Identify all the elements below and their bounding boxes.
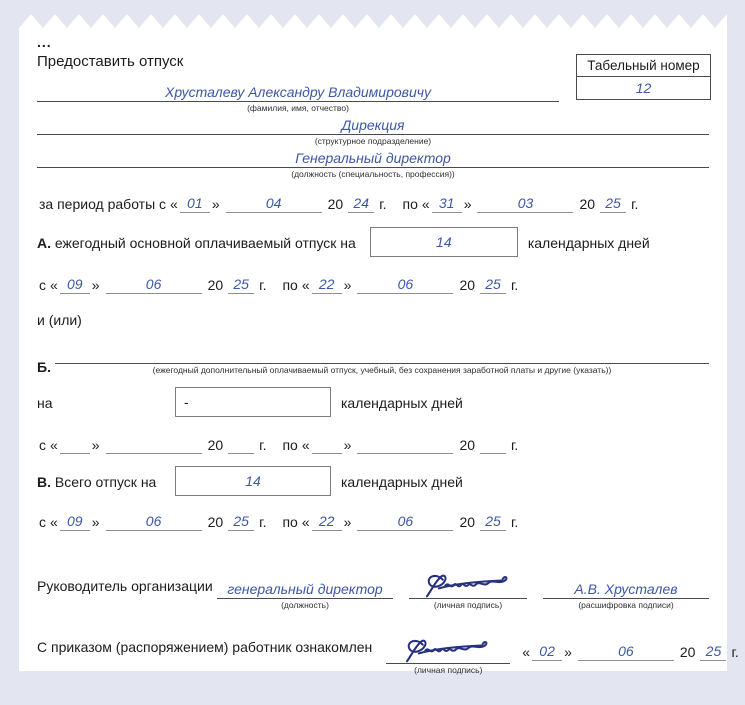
- ellipsis-text: ...: [37, 34, 52, 50]
- year-suffix: г.: [511, 277, 519, 293]
- employee-signature-caption: (личная подпись): [414, 665, 483, 675]
- to-token: по: [402, 196, 418, 212]
- calendar-days-label: календарных дней: [527, 235, 650, 251]
- work-period-row: [37, 195, 709, 213]
- quote-close: »: [564, 644, 572, 660]
- section-b-days-row: [37, 387, 709, 417]
- section-b-blank-line: [55, 347, 709, 364]
- section-b-dates-row: [37, 436, 709, 454]
- century-token: 20: [207, 437, 224, 453]
- section-v-label: [37, 474, 175, 496]
- century-token: 20: [459, 277, 476, 293]
- quote-close: »: [91, 514, 100, 530]
- department-caption: (структурное подразделение): [314, 136, 432, 146]
- from-token: с: [39, 437, 46, 453]
- employee-name-field: [37, 84, 559, 113]
- head-signature-row: [37, 571, 709, 610]
- personnel-number-label: Табельный номер: [577, 55, 710, 77]
- head-signature-col: [409, 571, 527, 610]
- year-suffix: г.: [259, 277, 267, 293]
- head-position-caption: (должность): [281, 600, 329, 610]
- to-token: по: [282, 277, 298, 293]
- section-a-to-day: 22: [312, 276, 342, 294]
- form-t6-body: [19, 28, 739, 675]
- section-a-to-year: 25: [480, 276, 506, 294]
- section-a-dates-row: [37, 276, 709, 294]
- section-b-to-month: [357, 436, 453, 454]
- section-v-to-month: 06: [357, 513, 453, 531]
- section-b-from-month: [106, 436, 202, 454]
- order-action-title: Предоставить отпуск: [37, 53, 184, 70]
- year-suffix: г.: [259, 437, 267, 453]
- section-a-text: ежегодный основной оплачиваемый отпуск на: [54, 235, 356, 251]
- section-a-letter: А.: [37, 235, 51, 251]
- century-token: 20: [327, 196, 344, 212]
- employee-signature-col: [386, 636, 510, 675]
- year-suffix: г.: [511, 514, 519, 530]
- document-sheet: [19, 14, 739, 675]
- quote-close: »: [343, 514, 352, 530]
- year-suffix: г.: [511, 437, 519, 453]
- position-value: Генеральный директор: [37, 150, 709, 168]
- year-suffix: г.: [631, 196, 639, 212]
- calendar-days-label: календарных дней: [341, 474, 463, 490]
- from-token: с: [39, 514, 46, 530]
- section-b-from-year: [228, 436, 254, 454]
- personnel-number-table: [576, 54, 711, 100]
- quote-open: «: [50, 437, 58, 453]
- section-a-to-month: 06: [357, 276, 453, 294]
- acknowledgement-label: С приказом (распоряжением) работник ознакомлен: [37, 639, 373, 655]
- century-token: 20: [459, 437, 476, 453]
- section-b-days-box: -: [175, 387, 331, 417]
- section-b-row: [37, 347, 709, 375]
- section-b-na-label: на: [37, 395, 53, 411]
- work-period-to-month: 03: [477, 195, 573, 213]
- section-v-dates-row: [37, 513, 709, 531]
- employee-name-caption: (фамилия, имя, отчество): [247, 103, 349, 113]
- work-period-to-year: 25: [600, 195, 626, 213]
- personnel-number-value: 12: [635, 80, 652, 96]
- quote-close: »: [463, 196, 472, 212]
- and-or-text: и (или): [37, 312, 82, 328]
- section-b-field: [55, 347, 709, 375]
- position-field: [37, 150, 709, 179]
- head-name-value: А.В. Хрусталев: [543, 580, 709, 599]
- to-token: по: [282, 437, 298, 453]
- section-a-days-box: 14: [370, 227, 518, 257]
- quote-close: »: [91, 277, 100, 293]
- century-token: 20: [207, 514, 224, 530]
- head-name-col: [543, 580, 709, 610]
- century-token: 20: [459, 514, 476, 530]
- head-label: Руководитель организации: [37, 578, 213, 594]
- head-signature-caption: (личная подпись): [433, 600, 503, 610]
- quote-open: «: [421, 196, 430, 212]
- quote-close: »: [343, 277, 352, 293]
- acknowledgement-date: [520, 643, 740, 675]
- handwritten-signature-icon: [420, 571, 516, 601]
- head-position-value: генеральный директор: [217, 580, 393, 599]
- quote-close: »: [91, 437, 100, 453]
- century-token: 20: [679, 644, 696, 660]
- quote-close: »: [343, 437, 352, 453]
- from-token: с: [39, 277, 46, 293]
- handwritten-signature-icon: [400, 636, 496, 666]
- section-v-to-year: 25: [480, 513, 506, 531]
- year-suffix: г.: [379, 196, 387, 212]
- section-a-from-day: 09: [60, 276, 90, 294]
- work-period-from-month: 04: [226, 195, 322, 213]
- quote-close: »: [211, 196, 220, 212]
- torn-edge-icon: [19, 14, 727, 28]
- section-b-to-year: [480, 436, 506, 454]
- head-position-col: [217, 580, 393, 610]
- ack-date-month: 06: [578, 643, 674, 661]
- head-name-caption: (расшифровка подписи): [578, 600, 674, 610]
- section-a-from-year: 25: [228, 276, 254, 294]
- department-value: Дирекция: [37, 117, 709, 135]
- quote-open: «: [50, 277, 58, 293]
- section-a-from-month: 06: [106, 276, 202, 294]
- year-suffix: г.: [259, 514, 267, 530]
- work-period-from-year: 24: [348, 195, 374, 213]
- work-period-from-day: 01: [180, 195, 210, 213]
- quote-open: «: [522, 644, 531, 660]
- year-suffix: г.: [731, 644, 739, 660]
- quote-open: «: [170, 196, 178, 212]
- section-b-to-day: [312, 436, 342, 454]
- ack-date-year: 25: [700, 643, 726, 661]
- section-a-row: [37, 227, 709, 257]
- quote-open: «: [301, 437, 310, 453]
- section-v-letter: В.: [37, 474, 51, 490]
- work-period-to-day: 31: [432, 195, 462, 213]
- quote-open: «: [301, 277, 310, 293]
- calendar-days-label: календарных дней: [341, 395, 463, 411]
- head-signature-line: [409, 571, 527, 599]
- section-v-days-box: 14: [175, 466, 331, 496]
- work-period-label: за период работы с: [39, 196, 167, 212]
- section-b-caption: (ежегодный дополнительный оплачиваемый отпуск, учебный, без сохранения заработной платы и другие (указать)): [152, 365, 612, 375]
- to-token: по: [282, 514, 298, 530]
- section-v-from-year: 25: [228, 513, 254, 531]
- department-field: [37, 117, 709, 146]
- position-caption: (должность (специальность, профессия)): [291, 169, 455, 179]
- ack-date-day: 02: [532, 643, 562, 661]
- section-v-from-month: 06: [106, 513, 202, 531]
- section-v-row: [37, 466, 709, 496]
- quote-open: «: [50, 514, 58, 530]
- section-b-letter: Б.: [37, 359, 51, 375]
- section-v-text: Всего отпуск на: [54, 474, 157, 490]
- section-v-from-day: 09: [60, 513, 90, 531]
- employee-signature-line: [386, 636, 510, 664]
- section-v-to-day: 22: [312, 513, 342, 531]
- section-b-from-day: [60, 436, 90, 454]
- century-token: 20: [207, 277, 224, 293]
- quote-open: «: [301, 514, 310, 530]
- acknowledgement-row: [37, 636, 739, 675]
- century-token: 20: [579, 196, 596, 212]
- employee-name-value: Хрусталеву Александру Владимировичу: [37, 84, 559, 102]
- section-a-label: [37, 235, 356, 257]
